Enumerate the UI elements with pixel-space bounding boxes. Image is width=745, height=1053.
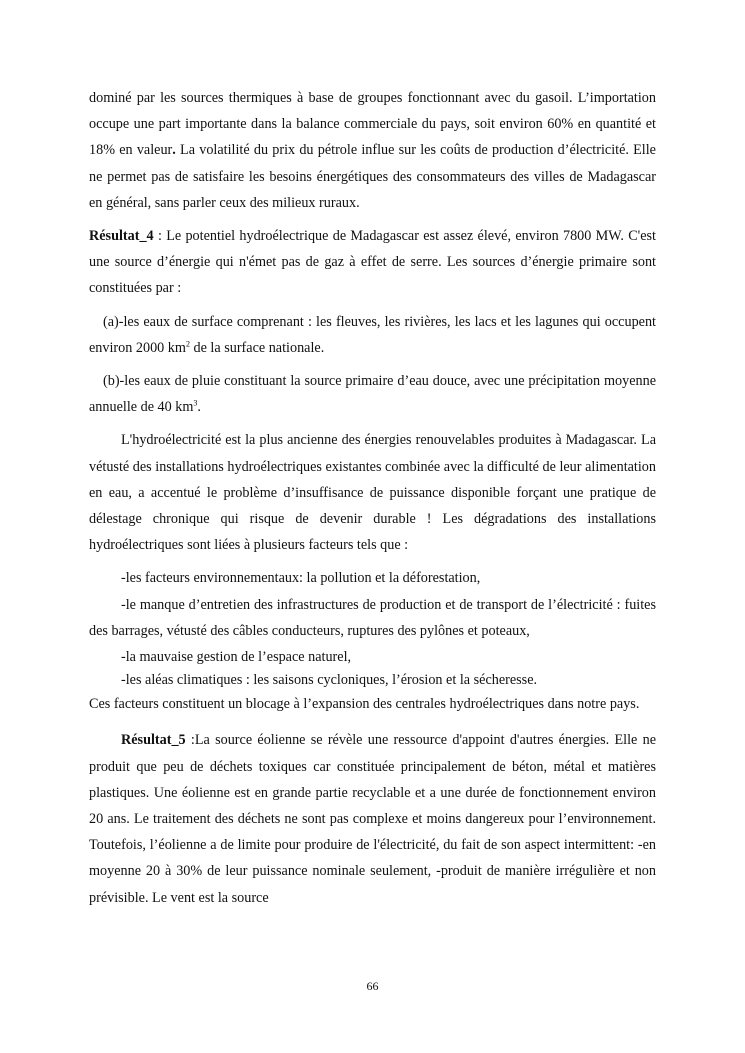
paragraph-text: (a)-les eaux de surface comprenant : les fleuves, les rivières, les lacs et les lagunes qui occupent environ 2000 km [89, 313, 656, 356]
paragraph-result-4 [89, 223, 656, 302]
list-item-factor: -le manque d’entretien des infrastructures de production et de transport de l’électricité : fuites des barrages, vétusté des câbles conducteurs, ruptures des pylônes et poteaux, [89, 596, 656, 639]
paragraph-text: (b)-les eaux de pluie constituant la source primaire d’eau douce, avec une précipitation moyenne annuelle de 40 km [89, 373, 656, 416]
paragraph-hydroelectricity: L'hydroélectricité est la plus ancienne des énergies renouvelables produites à Madagascar. La vétusté des installations hydroélectriques existantes combinée avec la difficulté de leur alimentation en eau, a accentué le problème d’insuffisance de puissance disponible forçant une pratique de délestage chronique qui risque de devenir durable ! Les dégradations des installations hydroélectriques sont liées à plusieurs facteurs tels que : [89, 432, 656, 554]
list-item-factor: -les aléas climatiques : les saisons cycloniques, l’érosion et la sécheresse. [121, 672, 538, 689]
paragraph-text: de la surface nationale. [189, 339, 325, 356]
paragraph-rain-water [89, 368, 656, 420]
list-item-factor: -la mauvaise gestion de l’espace naturel, [121, 649, 352, 666]
result-5-label: Résultat_5 [121, 732, 186, 749]
paragraph-conclusion: Ces facteurs constituent un blocage à l’expansion des centrales hydroélectriques dans notre pays. [89, 696, 640, 713]
paragraph-text: . [197, 399, 201, 416]
result-4-label: Résultat_4 [89, 228, 154, 245]
paragraph-thermal-sources [89, 85, 656, 216]
page-number: 66 [366, 979, 379, 993]
paragraph-text: La volatilité du prix du pétrole influe sur les coûts de production d’électricité. Elle ne permet pas de satisfaire les besoins énergétiques des consommateurs des villes de Madagascar en général, sans parler ceux des milieux ruraux. [89, 142, 656, 211]
superscript: 3 [193, 398, 198, 408]
paragraph-surface-water [89, 309, 656, 361]
paragraph-text: dominé par les sources thermiques à base de groupes fonctionnant avec du gasoil. L’importation occupe une part importante dans la balance commerciale du pays, soit environ 60% en quantité et 18% en valeur [89, 90, 656, 159]
paragraph-result-5 [89, 727, 656, 910]
list-item-factor: -les facteurs environnementaux: la pollution et la déforestation, [121, 570, 481, 587]
bold-period: . [172, 142, 176, 159]
document-body [89, 85, 656, 911]
paragraph-text: :La source éolienne se révèle une ressource d'appoint d'autres énergies. Elle ne produit que peu de déchets toxiques car constituée principalement de béton, métal et matières plastiques. Une éolienne est en grande partie recyclable et a une durée de fonctionnement environ 20 ans. Le traitement des déchets ne sont pas complexe et moins dangereux pour l’environnement. Toutefois, l’éolienne a de limite pour produire de l'électricité, du fait de son aspect intermittent: -en moyenne 20 à 30% de leur puissance nominale seulement, -produit de manière irrégulière et non prévisible. Le vent est la source [89, 732, 656, 906]
superscript: 2 [185, 339, 190, 349]
paragraph-text: : Le potentiel hydroélectrique de Madagascar est assez élevé, environ 7800 MW. C'est une source d’énergie qui n'émet pas de gaz à effet de serre. Les sources d’énergie primaire sont constituées par : [89, 228, 656, 297]
